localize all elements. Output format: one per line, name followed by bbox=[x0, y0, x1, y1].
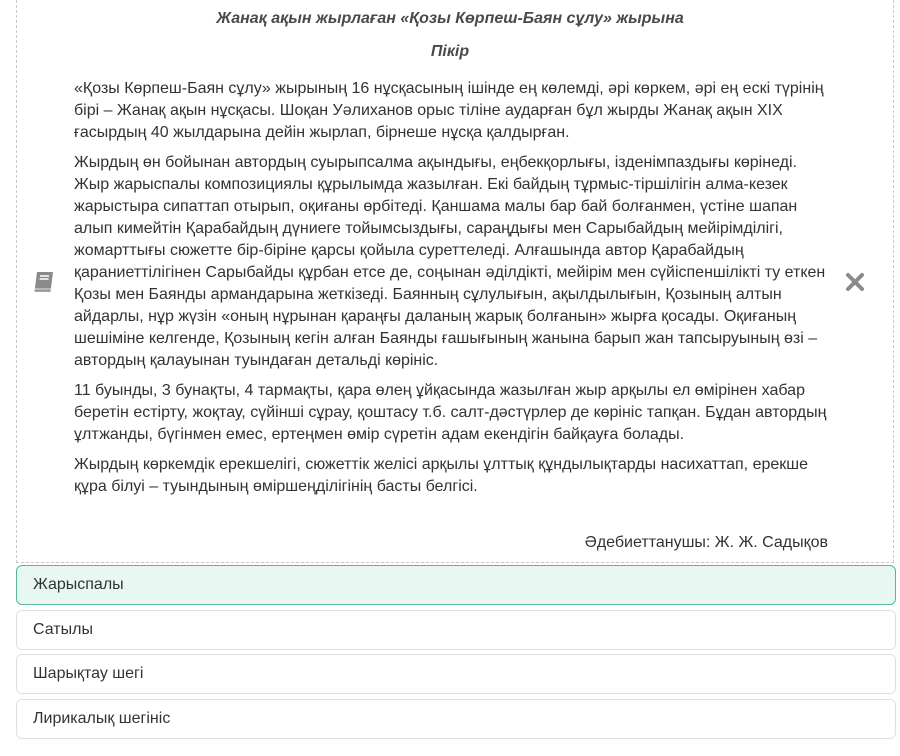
passage-paragraph-4: Жырдың көркемдік ерекшелігі, сюжеттік желісі арқылы ұлттық құндылықтарды насихаттап, ерекше құра білуі – туындының өміршеңділігінің басты белгісі. bbox=[74, 456, 808, 495]
passage-title: Жанақ ақын жырлаған «Қозы Көрпеш-Баян сұлу» жырына bbox=[216, 10, 684, 27]
close-icon[interactable] bbox=[843, 270, 867, 294]
passage-author: Әдебиеттанушы: Ж. Ж. Садықов bbox=[584, 534, 828, 551]
book-icon bbox=[32, 271, 56, 293]
answer-option-2[interactable]: Сатылы bbox=[16, 610, 896, 650]
answer-option-4[interactable]: Лирикалық шегініс bbox=[16, 699, 896, 739]
passage-subtitle: Пікір bbox=[430, 43, 470, 60]
passage-body bbox=[74, 78, 834, 506]
answer-option-3[interactable]: Шарықтау шегі bbox=[16, 654, 896, 694]
passage-paragraph-2: Жырдың өн бойынан автордың суырыпсалма ақындығы, еңбекқорлығы, ізденімпаздығы көрінеді. Жыр жарыспалы композициялы құрылымда жазылған. Екі байдың тұрмыс-тіршілігін алма-кезек жарыстыра сипаттап отырып, оқиғаны өрбітеді. Қаншама малы бар бай болғанмен, үстіне шапан алып кимейтін Қарабайдың дүниеге тойымсыздығы, сараңдығы мен Сарыбайдың мейірімділігі, жомарттығы сюжетте бір-біріне қарсы қойыла суреттеледі. Алғашында автор Қарабайдың қараниеттілігінен Сарыбайды құрбан етсе де, соңынан әділдікті, мейірім мен сүйіспеншілікті ту еткен Қозы мен Баянды армандарына жеткізеді. Баянның сұлулығын, ақылдылығын, Қозының алтын айдарлы, нұр жүзін «оның нұрынан қараңғы даланың жарық болғанын» жырға қосады. Оқиғаның шешіміне келгенде, Қозының кегін алған Баянды ғашығының жанына барып жан тапсыруының өзі – автордың қалауынан туындаған детальді көрініс. bbox=[74, 154, 826, 369]
answer-option-1[interactable]: Жарыспалы bbox=[16, 565, 896, 605]
passage-paragraph-3: 11 буынды, 3 бунақты, 4 тармақты, қара өлең ұйқасында жазылған жыр арқылы ел өмірінен хабар беретін естірту, жоқтау, сүйінші сұрау, қоштасу т.б. салт-дәстүрлер де көрініс тапқан. Бұдан автордың ұлтжанды, бүгінмен емес, ертеңмен өмір сүретін адам екендігін байқауға болады. bbox=[74, 382, 827, 443]
passage-paragraph-1: «Қозы Көрпеш-Баян сұлу» жырының 16 нұсқасының ішінде ең көлемді, әрі көркем, әрі ең ескі түрінің бірі – Жанақ ақын нұсқасы. Шоқан Уәлиханов орыс тіліне аударған бұл жырды Жанақ ақын XIX ғасырдың 40 жылдарына дейін жырлап, бірнеше нұсқа қалдырған. bbox=[74, 80, 824, 141]
